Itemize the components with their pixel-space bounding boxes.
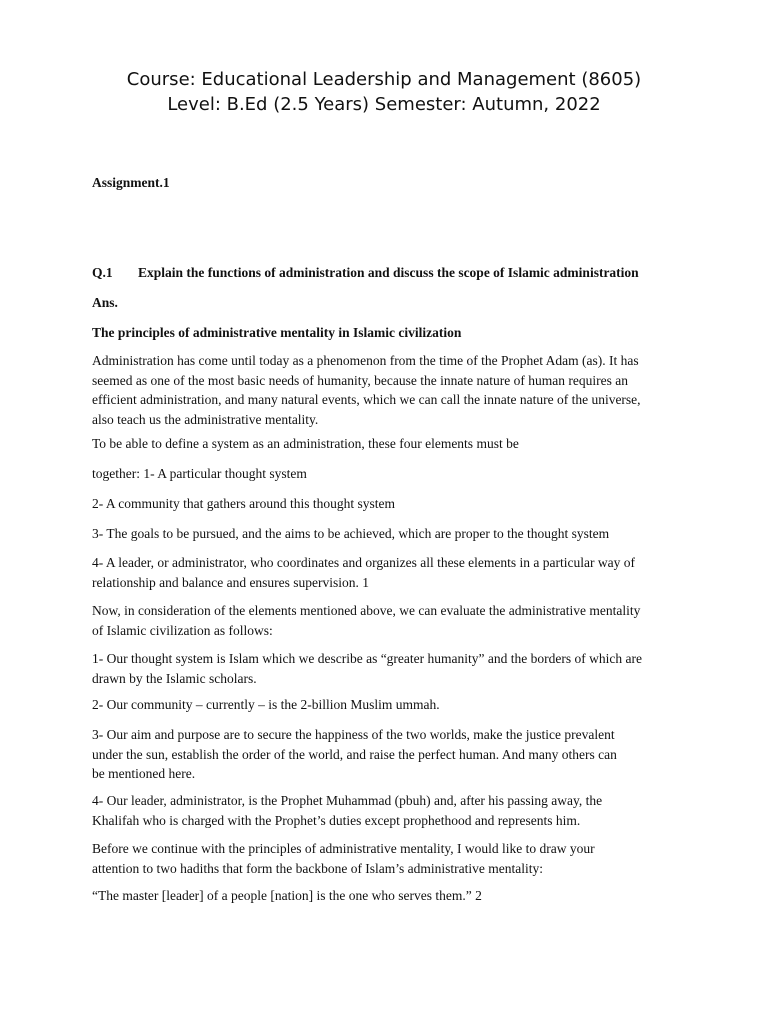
section-heading: The principles of administrative mentality in Islamic civilization (92, 325, 462, 340)
quote (92, 886, 682, 906)
paragraph-line: 4- Our leader, administrator, is the Prophet Muhammad (pbuh) and, after his passing away, the (92, 793, 603, 808)
paragraph (92, 601, 682, 640)
list-item (92, 464, 682, 484)
paragraph-line: 1- Our thought system is Islam which we describe as “greater humanity” and the borders of which are (92, 651, 642, 666)
paragraph-line: together: 1- A particular thought system (92, 466, 307, 481)
paragraph (92, 839, 682, 878)
question-text: Explain the functions of administration and discuss the scope of Islamic administration (138, 265, 639, 280)
paragraph-line: under the sun, establish the order of the world, and raise the perfect human. And many others can (92, 746, 617, 762)
paragraph-line: also teach us the administrative mentality. (92, 411, 319, 427)
question-heading (92, 263, 682, 283)
list-item (92, 494, 682, 514)
paragraph-line: drawn by the Islamic scholars. (92, 670, 257, 686)
list-item (92, 725, 682, 784)
list-item (92, 553, 682, 592)
list-item (92, 695, 682, 715)
paragraph-line: 4- A leader, or administrator, who coordinates and organizes all these elements in a particular way of (92, 555, 635, 570)
paragraph-line: of Islamic civilization as follows: (92, 622, 273, 638)
question-number: Q.1 (92, 265, 113, 280)
paragraph-line: 3- Our aim and purpose are to secure the happiness of the two worlds, make the justice prevalent (92, 727, 615, 742)
paragraph-line: 3- The goals to be pursued, and the aims to be achieved, which are proper to the thought system (92, 526, 610, 541)
answer-label: Ans. (92, 295, 118, 310)
paragraph-line: seemed as one of the most basic needs of humanity, because the innate nature of human requires an (92, 372, 628, 388)
paragraph-line: Khalifah who is charged with the Prophet’s duties except prophethood and represents him. (92, 812, 581, 828)
list-item (92, 524, 682, 544)
paragraph-line: Now, in consideration of the elements mentioned above, we can evaluate the administrative mentality (92, 603, 641, 618)
list-item (92, 649, 682, 688)
paragraph (92, 351, 682, 429)
course-title: Course: Educational Leadership and Management (8605) (126, 69, 642, 90)
paragraph (92, 434, 682, 454)
paragraph-line: “The master [leader] of a people [nation] is the one who serves them.” 2 (92, 888, 482, 903)
paragraph-line: 2- A community that gathers around this thought system (92, 496, 395, 511)
list-item (92, 791, 682, 830)
paragraph-line: To be able to define a system as an administration, these four elements must be (92, 436, 519, 451)
paragraph-line: Before we continue with the principles of administrative mentality, I would like to draw your (92, 841, 595, 856)
paragraph-line: attention to two hadiths that form the backbone of Islam’s administrative mentality: (92, 860, 544, 876)
paragraph-line: Administration has come until today as a phenomenon from the time of the Prophet Adam (as). It has (92, 353, 639, 368)
level-semester-line: Level: B.Ed (2.5 Years) Semester: Autumn, 2022 (167, 94, 601, 115)
paragraph-line: 2- Our community – currently – is the 2-billion Muslim ummah. (92, 697, 440, 712)
paragraph-line: relationship and balance and ensures supervision. 1 (92, 574, 370, 590)
paragraph-line: efficient administration, and many natural events, which we can call the innate nature of the universe, (92, 392, 641, 407)
paragraph-line: be mentioned here. (92, 766, 196, 781)
assignment-label: Assignment.1 (92, 175, 170, 190)
